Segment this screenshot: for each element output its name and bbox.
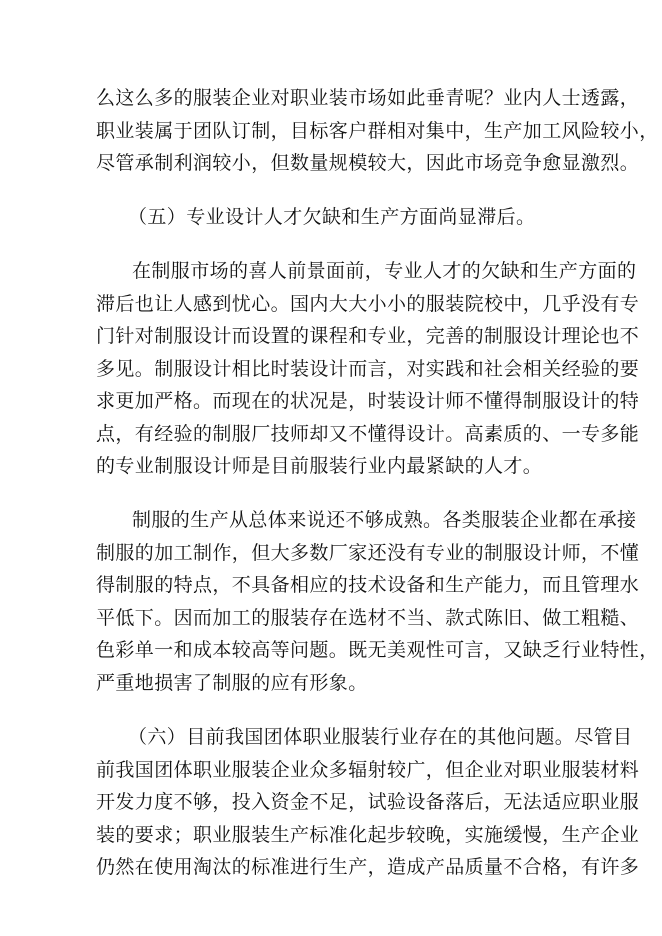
paragraph-4-line-4: 平低下。因而加工的服装存在选材不当、款式陈旧、做工粗糙、 (96, 607, 640, 629)
paragraph-3-line-1: 在制服市场的喜人前景面前，专业人才的欠缺和生产方面的 (132, 260, 637, 282)
paragraph-1-line-1: 么这么多的服装企业对职业装市场如此垂青呢？业内人士透露， (96, 87, 640, 109)
paragraph-1-line-3: 尽管承制利润较小，但数量规模较大，因此市场竞争愈显激烈。 (96, 152, 640, 174)
paragraph-5-line-1: （六）目前我国团体职业服装行业存在的其他问题。尽管目 (128, 726, 633, 748)
paragraph-3-line-5: 求更加严格。而现在的状况是，时装设计师不懂得制服设计的特 (96, 390, 640, 412)
paragraph-4-line-6: 严重地损害了制服的应有形象。 (96, 672, 368, 694)
paragraph-3-line-7: 的专业制服设计师是目前服装行业内最紧缺的人才。 (96, 455, 543, 477)
paragraph-4-line-2: 制服的加工制作，但大多数厂家还没有专业的制服设计师，不懂 (96, 542, 640, 564)
paragraph-4-line-1: 制服的生产从总体来说还不够成熟。各类服装企业都在承接 (132, 509, 637, 531)
paragraph-4-line-5: 色彩单一和成本较高等问题。既无美观性可言，又缺乏行业特性， (96, 639, 659, 661)
paragraph-5-line-5: 仍然在使用淘汰的标准进行生产，造成产品质量不合格，有许多 (96, 856, 640, 878)
paragraph-3-line-3: 门针对制服设计而设置的课程和专业，完善的制服设计理论也不 (96, 325, 640, 347)
paragraph-3-line-4: 多见。制服设计相比时装设计而言，对实践和社会相关经验的要 (96, 358, 640, 380)
paragraph-1-line-2: 职业装属于团队订制，目标客户群相对集中，生产加工风险较小， (96, 120, 659, 142)
paragraph-5-line-2: 前我国团体职业服装企业众多辐射较广，但企业对职业服装材料 (96, 759, 640, 781)
section-heading-five: （五）专业设计人才欠缺和生产方面尚显滞后。 (128, 206, 536, 228)
paragraph-3-line-2: 滞后也让人感到忧心。国内大大小小的服装院校中，几乎没有专 (96, 293, 640, 315)
paragraph-5-line-4: 装的要求；职业服装生产标准化起步较晚，实施缓慢，生产企业 (96, 824, 640, 846)
paragraph-5-line-3: 开发力度不够，投入资金不足，试验设备落后，无法适应职业服 (96, 791, 640, 813)
paragraph-3-line-6: 点，有经验的制服厂技师却又不懂得设计。高素质的、一专多能 (96, 423, 640, 445)
paragraph-4-line-3: 得制服的特点，不具备相应的技术设备和生产能力，而且管理水 (96, 574, 640, 596)
